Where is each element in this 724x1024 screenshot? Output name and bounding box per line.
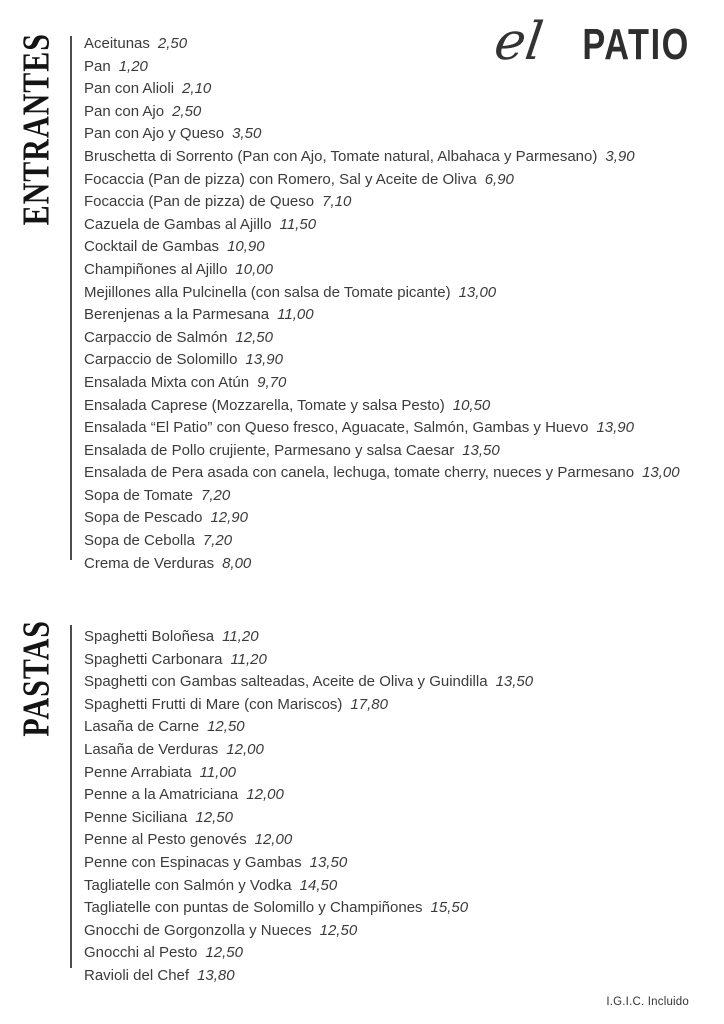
dish-name: Champiñones al Ajillo — [84, 260, 228, 278]
dish-name: Lasaña de Verduras — [84, 740, 219, 758]
dish-name: Cazuela de Gambas al Ajillo — [84, 215, 272, 233]
menu-item — [84, 807, 533, 830]
menu-item — [84, 942, 533, 965]
dish-price: 12,90 — [210, 509, 248, 527]
dish-price: 13,90 — [245, 351, 283, 369]
dish-price: 3,50 — [232, 125, 262, 143]
brand-logo-script: el — [490, 12, 547, 72]
menu-item — [84, 282, 680, 305]
dish-name: Sopa de Cebolla — [84, 532, 195, 550]
dish-price: 13,50 — [462, 441, 500, 459]
menu-item — [84, 875, 533, 898]
menu-item — [84, 33, 680, 56]
dish-price: 9,70 — [257, 373, 287, 391]
dish-name: Penne al Pesto genovés — [84, 831, 247, 849]
dish-name: Berenjenas a la Parmesana — [84, 306, 270, 324]
dish-price: 11,20 — [222, 628, 259, 645]
dish-name: Penne Siciliana — [84, 808, 188, 826]
dish-price: 13,00 — [642, 464, 680, 482]
menu-item — [84, 716, 533, 739]
menu-item — [84, 852, 533, 875]
dish-name: Lasaña de Carne — [84, 718, 200, 736]
menu-item — [84, 259, 680, 282]
dish-price: 12,00 — [254, 831, 293, 849]
menu-item — [84, 395, 680, 418]
menu-item — [84, 897, 533, 920]
menu-item — [84, 123, 680, 146]
dish-price: 14,50 — [299, 876, 338, 894]
menu-item — [84, 649, 533, 672]
dish-price: 8,00 — [222, 554, 252, 572]
dish-name: Penne a la Amatriciana — [84, 786, 239, 804]
menu-item — [84, 56, 680, 79]
menu-item — [84, 965, 533, 988]
dish-price: 2,50 — [157, 35, 188, 52]
brand-logo-name: PATIO — [582, 20, 690, 69]
menu-item-list-pastas — [84, 626, 533, 988]
dish-name: Focaccia (Pan de pizza) de Queso — [84, 193, 315, 211]
dish-price: 7,20 — [200, 486, 231, 504]
dish-price: 13,50 — [309, 853, 348, 871]
dish-name: Spaghetti Carbonara — [84, 650, 223, 668]
dish-name: Sopa de Tomate — [84, 486, 193, 504]
dish-price: 15,50 — [430, 899, 469, 917]
dish-name: Pan con Ajo y Queso — [84, 125, 225, 143]
menu-item — [84, 304, 680, 327]
menu-item — [84, 417, 680, 440]
menu-item — [84, 530, 680, 553]
menu-item — [84, 626, 533, 649]
dish-price: 6,90 — [484, 170, 514, 188]
dish-price: 10,00 — [235, 260, 273, 278]
dish-price: 7,20 — [202, 532, 233, 550]
dish-price: 12,50 — [195, 808, 233, 826]
dish-price: 17,80 — [350, 695, 388, 713]
dish-name: Gnocchi de Gorgonzolla y Nueces — [84, 921, 312, 939]
dish-name: Pan con Ajo — [84, 102, 165, 120]
dish-price: 1,20 — [118, 57, 148, 75]
dish-name: Ensalada de Pollo crujiente, Parmesano y salsa Caesar — [84, 441, 455, 459]
menu-item — [84, 78, 680, 101]
section-title-pastas: PASTAS — [15, 620, 58, 737]
tax-note: I.G.I.C. Incluido — [606, 996, 689, 1008]
dish-price: 10,90 — [227, 238, 265, 256]
menu-item — [84, 739, 533, 762]
dish-name: Pan con Alioli — [84, 80, 175, 98]
dish-name: Spaghetti con Gambas salteadas, Aceite de Oliva y Guindilla — [84, 673, 488, 691]
dish-name: Pan — [84, 57, 111, 75]
dish-name: Bruschetta di Sorrento (Pan con Ajo, Tomate natural, Albahaca y Parmesano) — [84, 147, 598, 165]
menu-item — [84, 440, 680, 463]
dish-name: Cocktail de Gambas — [84, 238, 220, 256]
dish-name: Ensalada “El Patio” con Queso fresco, Aguacate, Salmón, Gambas y Huevo — [84, 419, 589, 437]
dish-price: 11,50 — [279, 215, 317, 233]
dish-name: Ensalada Mixta con Atún — [84, 373, 250, 391]
dish-name: Aceitunas — [84, 35, 150, 52]
dish-price: 12,00 — [246, 786, 284, 804]
dish-name: Spaghetti Boloñesa — [84, 628, 215, 645]
menu-item — [84, 462, 680, 485]
dish-price: 3,90 — [605, 147, 635, 165]
dish-name: Crema de Verduras — [84, 554, 215, 572]
dish-price: 11,20 — [230, 650, 267, 668]
menu-item — [84, 214, 680, 237]
dish-price: 12,50 — [319, 921, 358, 939]
menu-item — [84, 762, 533, 785]
dish-name: Carpaccio de Salmón — [84, 328, 228, 346]
dish-price: 12,50 — [205, 944, 243, 962]
menu-item — [84, 146, 680, 169]
menu-item — [84, 349, 680, 372]
dish-name: Tagliatelle con puntas de Solomillo y Champiñones — [84, 899, 423, 917]
dish-name: Penne con Espinacas y Gambas — [84, 853, 302, 871]
dish-name: Tagliatelle con Salmón y Vodka — [84, 876, 292, 894]
menu-item — [84, 920, 533, 943]
menu-item — [84, 507, 680, 530]
dish-name: Spaghetti Frutti di Mare (con Mariscos) — [84, 695, 343, 713]
dish-name: Penne Arrabiata — [84, 763, 192, 781]
dish-name: Gnocchi al Pesto — [84, 944, 198, 962]
dish-name: Mejillones alla Pulcinella (con salsa de Tomate picante) — [84, 283, 451, 301]
dish-price: 13,50 — [495, 673, 534, 691]
section-divider-pastas — [70, 625, 72, 968]
dish-price: 11,00 — [277, 306, 314, 324]
dish-price: 12,50 — [235, 328, 273, 346]
dish-price: 12,00 — [226, 740, 264, 758]
section-title-entrantes: ENTRANTES — [15, 33, 58, 226]
menu-item — [84, 327, 680, 350]
dish-price: 13,80 — [197, 966, 235, 984]
menu-item — [84, 553, 680, 576]
menu-item — [84, 671, 533, 694]
section-divider-entrantes — [70, 36, 72, 560]
menu-item — [84, 829, 533, 852]
dish-price: 13,00 — [458, 283, 497, 301]
dish-price: 13,90 — [596, 419, 634, 437]
dish-price: 2,50 — [172, 102, 202, 120]
dish-price: 12,50 — [207, 718, 245, 736]
dish-name: Ensalada de Pera asada con canela, lechuga, tomate cherry, nueces y Parmesano — [84, 464, 635, 482]
menu-item-list-entrantes — [84, 33, 680, 575]
menu-item — [84, 191, 680, 214]
dish-price: 7,10 — [322, 193, 352, 211]
dish-name: Focaccia (Pan de pizza) con Romero, Sal y Aceite de Oliva — [84, 170, 477, 188]
menu-item — [84, 784, 533, 807]
dish-price: 11,00 — [199, 763, 237, 781]
menu-item — [84, 169, 680, 192]
dish-price: 2,10 — [182, 80, 212, 98]
dish-price: 10,50 — [452, 396, 491, 414]
menu-item — [84, 236, 680, 259]
menu-item — [84, 101, 680, 124]
menu-item — [84, 694, 533, 717]
menu-item — [84, 485, 680, 508]
dish-name: Ensalada Caprese (Mozzarella, Tomate y salsa Pesto) — [84, 396, 445, 414]
dish-name: Sopa de Pescado — [84, 509, 203, 527]
dish-name: Ravioli del Chef — [84, 966, 190, 984]
dish-name: Carpaccio de Solomillo — [84, 351, 238, 369]
menu-item — [84, 372, 680, 395]
